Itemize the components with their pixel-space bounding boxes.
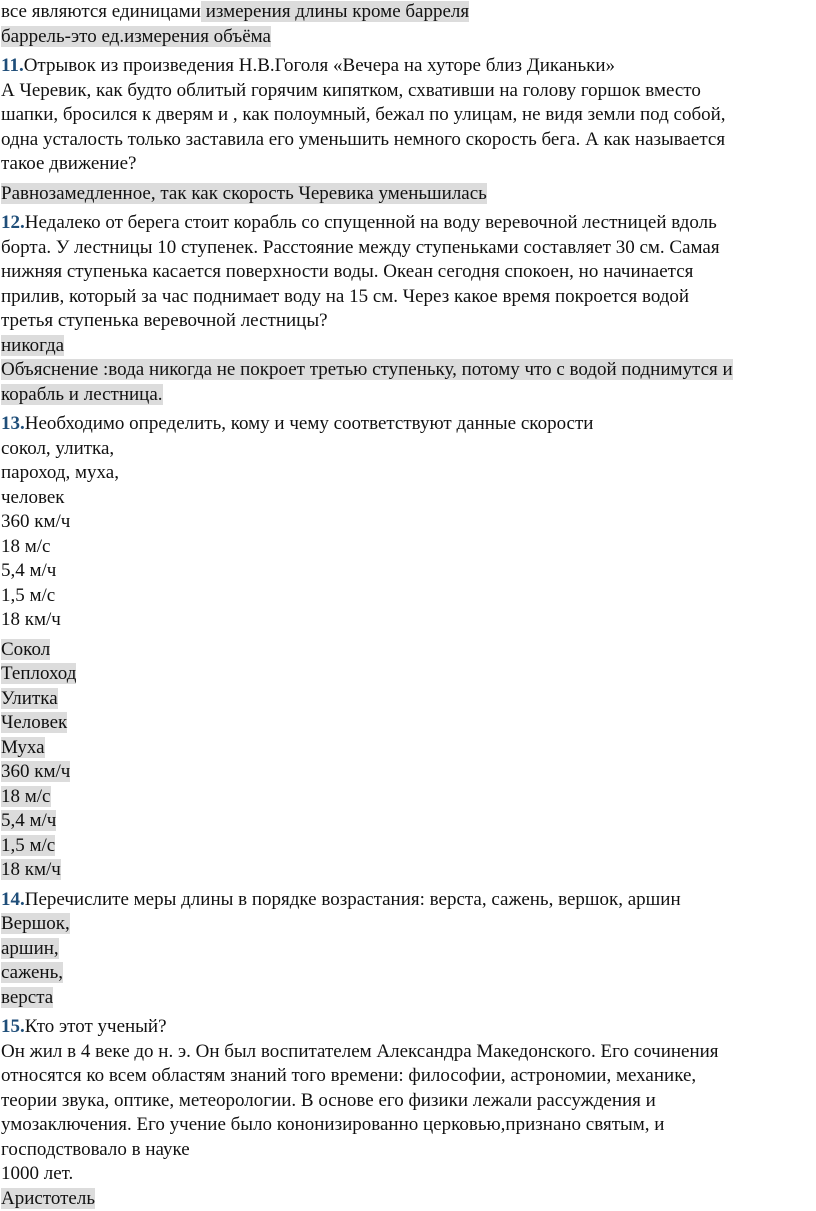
question-title: Необходимо определить, кому и чему соответствуют данные скорости <box>24 413 594 434</box>
list-item: пароход, муха, <box>1 462 119 483</box>
answer-item: верста <box>1 986 54 1008</box>
question-text-line: А Черевик, как будто облитый горячим кипятком, схвативши на голову горшок вместо <box>1 79 701 101</box>
question-text-line: Недалеко от берега стоит корабль со спущенной на воду веревочной лестницей вдоль <box>24 212 717 233</box>
answer-item: 18 м/с <box>1 785 51 807</box>
question-text-line: 1000 лет. <box>1 1163 74 1184</box>
question-text-line: третья ступенька веревочной лестницы? <box>1 310 328 331</box>
question-text-line: Он жил в 4 веке до н. э. Он был воспитателем Александра Македонского. Его сочинения <box>1 1040 719 1062</box>
list-item: 1,5 м/с <box>1 584 56 606</box>
question-number: 12. <box>1 212 25 233</box>
question-title: Отрывок из произведения Н.В.Гоголя «Вечера на хуторе близ Диканьки» <box>23 55 616 76</box>
question-text-line: прилив, который за час поднимает воду на 15 см. Через какое время покроется водой <box>1 285 690 307</box>
list-item: 18 м/с <box>1 535 51 557</box>
question-text-line: нижняя ступенька касается поверхности воды. Океан сегодня спокоен, но начинается <box>1 261 694 282</box>
answer-item: Вершок, <box>1 913 70 934</box>
list-item: сокол, улитка, <box>1 437 115 459</box>
answer-text: Аристотель <box>1 1187 96 1209</box>
question-text-line: одна усталость только заставила его уменьшить немного скорость бега. А как называется <box>1 128 726 150</box>
question-title: Перечислите меры длины в порядке возрастания: верста, сажень, вершок, аршин <box>24 888 681 910</box>
answer-item: аршин, <box>1 937 59 959</box>
list-item: 360 км/ч <box>1 511 71 532</box>
answer-text: никогда <box>1 334 65 356</box>
intro-line-1 <box>1 0 816 25</box>
answer-item: 360 км/ч <box>1 761 71 782</box>
answer-item: Сокол <box>1 638 51 660</box>
answer-item: 1,5 м/с <box>1 834 56 856</box>
question-text-line: теории звука, оптике, метеорологии. В основе его физики лежали рассуждения и <box>1 1089 656 1111</box>
answer-text: Равнозамедленное, так как скорость Черевика <box>1 182 374 204</box>
answer-item: Улитка <box>1 687 58 709</box>
list-item: человек <box>1 486 65 508</box>
question-text-line: шапки, бросился к дверям и , как полоумный, бежал по улицам, не видя земли под собой, <box>1 104 726 125</box>
answer-item: сажень, <box>1 962 63 983</box>
question-text-line: борта. У лестницы 10 ступенек. Расстояние между ступеньками составляет 30 см. Самая <box>1 236 720 258</box>
list-item: 5,4 м/ч <box>1 560 57 581</box>
answer-item: 18 км/ч <box>1 859 61 880</box>
answer-item: Человек <box>1 712 68 733</box>
question-13 <box>1 412 816 883</box>
question-number: 13. <box>1 413 25 434</box>
question-11 <box>1 54 816 206</box>
answer-text-highlight: уменьшилась <box>373 182 487 204</box>
question-12 <box>1 211 816 407</box>
question-15 <box>1 1015 816 1211</box>
explanation-line: Объяснение :вода никогда не покроет третью ступеньку, потому что с водой поднимутся и <box>1 359 733 380</box>
question-title: Кто этот ученый? <box>24 1016 167 1037</box>
answer-item: Муха <box>1 736 45 758</box>
question-text-line: относятся ко всем областям знаний того времени: философии, астрономии, механике, <box>1 1065 697 1086</box>
question-number: 11. <box>1 55 24 76</box>
intro-highlight: измерения длины кроме барреля <box>200 1 470 22</box>
intro-line-2: баррель-это ед.измерения объёма <box>1 25 271 47</box>
explanation-line: корабль и лестница. <box>1 383 163 405</box>
question-text-line: умозаключения. Его учение было кононизированно церковью,признано святым, и <box>1 1114 665 1135</box>
answer-item: 5,4 м/ч <box>1 810 57 831</box>
question-number: 14. <box>1 888 25 910</box>
question-text-line: господствовало в науке <box>1 1138 190 1160</box>
question-text-line: такое движение? <box>1 153 137 174</box>
question-number: 15. <box>1 1016 25 1037</box>
list-item: 18 км/ч <box>1 609 61 630</box>
intro-text: все являются единицами <box>1 1 201 22</box>
question-14 <box>1 888 816 1011</box>
answer-item: Теплоход <box>1 663 77 684</box>
